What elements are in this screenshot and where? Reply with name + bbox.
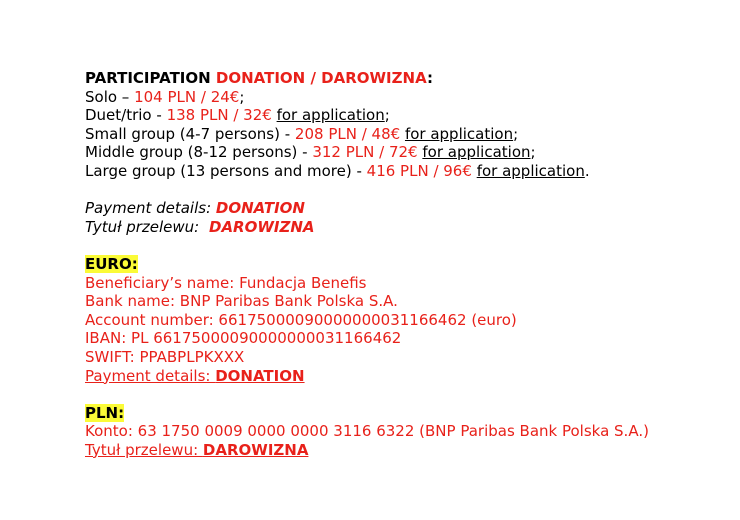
bank-name: Bank name: BNP Paribas Bank Polska S.A. xyxy=(85,292,398,311)
price-item-end: ; xyxy=(530,143,536,162)
spacer xyxy=(85,236,725,255)
price-item-middle-group xyxy=(85,143,725,162)
pln-payment-details xyxy=(85,441,725,460)
price-item-solo xyxy=(85,88,725,107)
price-value: 312 PLN / 72€ xyxy=(312,143,418,162)
price-item-label: Small group (4-7 persons) - xyxy=(85,124,295,143)
payment-value: DONATION xyxy=(215,199,305,218)
spacer xyxy=(85,181,725,200)
application-link[interactable]: for application xyxy=(404,124,514,143)
account-number: Account number: 66175000090000000031166462 (euro) xyxy=(85,310,517,329)
payment-label: Payment details: xyxy=(85,366,216,385)
participation-title xyxy=(85,69,725,88)
price-value: 138 PLN / 32€ xyxy=(166,106,272,125)
price-item-duet xyxy=(85,106,725,125)
euro-heading-line xyxy=(85,255,725,274)
price-item-small-group xyxy=(85,125,725,144)
title-highlight: DONATION / DAROWIZNA xyxy=(215,69,427,87)
application-link[interactable]: for application xyxy=(276,106,385,125)
pln-account: Konto: 63 1750 0009 0000 0000 3116 6322 (BNP Paribas Bank Polska S.A.) xyxy=(85,422,649,441)
payment-value: DAROWIZNA xyxy=(202,440,309,459)
price-item-end: ; xyxy=(513,124,519,143)
price-item-end: . xyxy=(584,161,590,180)
title-prefix: PARTICIPATION xyxy=(85,69,216,87)
price-value: 416 PLN / 96€ xyxy=(366,161,472,180)
iban: IBAN: PL 66175000090000000031166462 xyxy=(85,329,402,348)
price-value: 208 PLN / 48€ xyxy=(294,124,401,143)
price-item-end: ; xyxy=(384,106,390,125)
payment-value: DAROWIZNA xyxy=(209,217,315,236)
price-item-end: ; xyxy=(239,87,245,106)
document-content xyxy=(85,69,725,459)
application-link[interactable]: for application xyxy=(422,143,531,162)
payment-details-en xyxy=(85,199,725,218)
price-item-label: Large group (13 persons and more) - xyxy=(85,161,367,180)
pln-heading-line xyxy=(85,404,725,423)
payment-label: Payment details: xyxy=(85,199,216,218)
payment-label: Tytuł przelewu: xyxy=(85,217,200,236)
price-item-label: Middle group (8-12 persons) - xyxy=(85,143,313,162)
payment-details-pl xyxy=(85,218,725,237)
price-item-label: Solo – xyxy=(85,87,135,106)
euro-payment-details xyxy=(85,367,725,386)
swift: SWIFT: PPABPLPKXXX xyxy=(85,347,245,366)
application-link[interactable]: for application xyxy=(476,161,585,180)
euro-heading: EURO: xyxy=(85,254,138,273)
price-value: 104 PLN / 24€ xyxy=(134,87,240,106)
pln-heading: PLN: xyxy=(85,403,125,422)
price-item-large-group xyxy=(85,162,725,181)
beneficiary-name: Beneficiary’s name: Fundacja Benefis xyxy=(85,273,367,292)
payment-label: Tytuł przelewu: xyxy=(85,440,203,459)
title-suffix: : xyxy=(426,69,433,87)
payment-value: DONATION xyxy=(215,366,305,385)
spacer xyxy=(85,385,725,404)
price-item-label: Duet/trio - xyxy=(85,106,167,125)
